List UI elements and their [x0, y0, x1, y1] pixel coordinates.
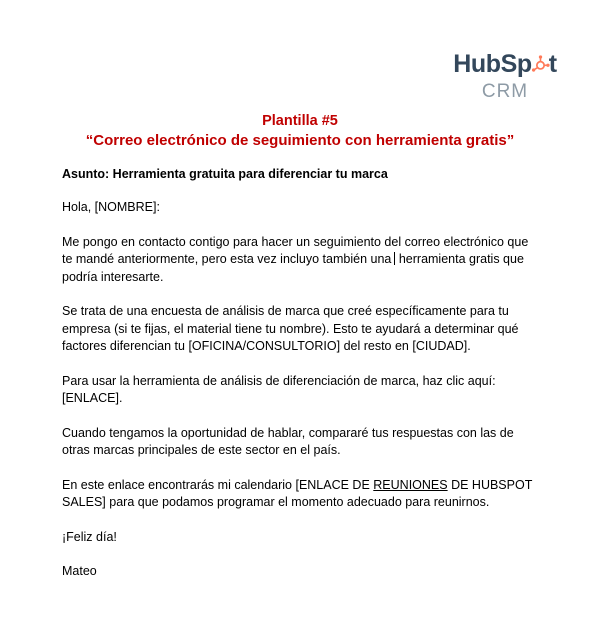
- text-cursor-caret: [394, 252, 395, 265]
- email-body: [62, 166, 539, 581]
- paragraph-survey: Se trata de una encuesta de análisis de marca que creé específicamente para tu empresa (si te fijas, el material tiene tu nombre). Esto te ayudará a determinar qué factores diferencian tu [OFICINA/CONSULTORIO] del resto en [CIUDAD].: [62, 304, 519, 353]
- paragraph-calendar-part2: DE HUBSPOT SALES] para que podamos programar el momento adecuado para reunirnos.: [62, 477, 533, 509]
- paragraph-compare: Cuando tengamos la oportunidad de hablar, compararé tus respuestas con las de otras marcas principales de este sector en el país.: [62, 425, 514, 457]
- paragraph-intro-text-after-caret: herramienta gratis que podría interesarte.: [62, 252, 524, 284]
- page-title-line1: Plantilla #5: [262, 113, 338, 129]
- paragraph-calendar-part1: En este enlace encontrarás mi calendario [ENLACE DE: [62, 477, 374, 492]
- sprocket-icon: [531, 54, 550, 79]
- paragraph-signature: Mateo: [62, 564, 97, 578]
- hubspot-wordmark-part2: t: [548, 50, 557, 78]
- paragraph-intro-text-before-caret: Me pongo en contacto contigo para hacer un seguimiento del correo electrónico que te mandé anteriormente, pero esta vez incluyo también una: [62, 234, 529, 266]
- paragraph-greeting: Hola, [NOMBRE]:: [62, 200, 160, 214]
- paragraph-cta-link: Para usar la herramienta de análisis de diferenciación de marca, haz clic aquí: [ENLACE].: [62, 373, 496, 405]
- hubspot-crm-logo: [450, 52, 560, 101]
- hubspot-wordmark: [453, 52, 556, 79]
- email-subject-line: Asunto: Herramienta gratuita para diferenciar tu marca: [62, 167, 388, 181]
- meetings-link-text[interactable]: REUNIONES: [373, 477, 448, 492]
- paragraph-intro: [62, 234, 539, 287]
- paragraph-closing: ¡Feliz día!: [62, 529, 117, 544]
- crm-label: CRM: [481, 81, 529, 102]
- paragraph-calendar: [62, 477, 539, 512]
- page-title: [0, 112, 600, 150]
- hubspot-wordmark-part1: HubSp: [453, 50, 532, 78]
- page-title-line2: “Correo electrónico de seguimiento con herramienta gratis”: [85, 132, 515, 149]
